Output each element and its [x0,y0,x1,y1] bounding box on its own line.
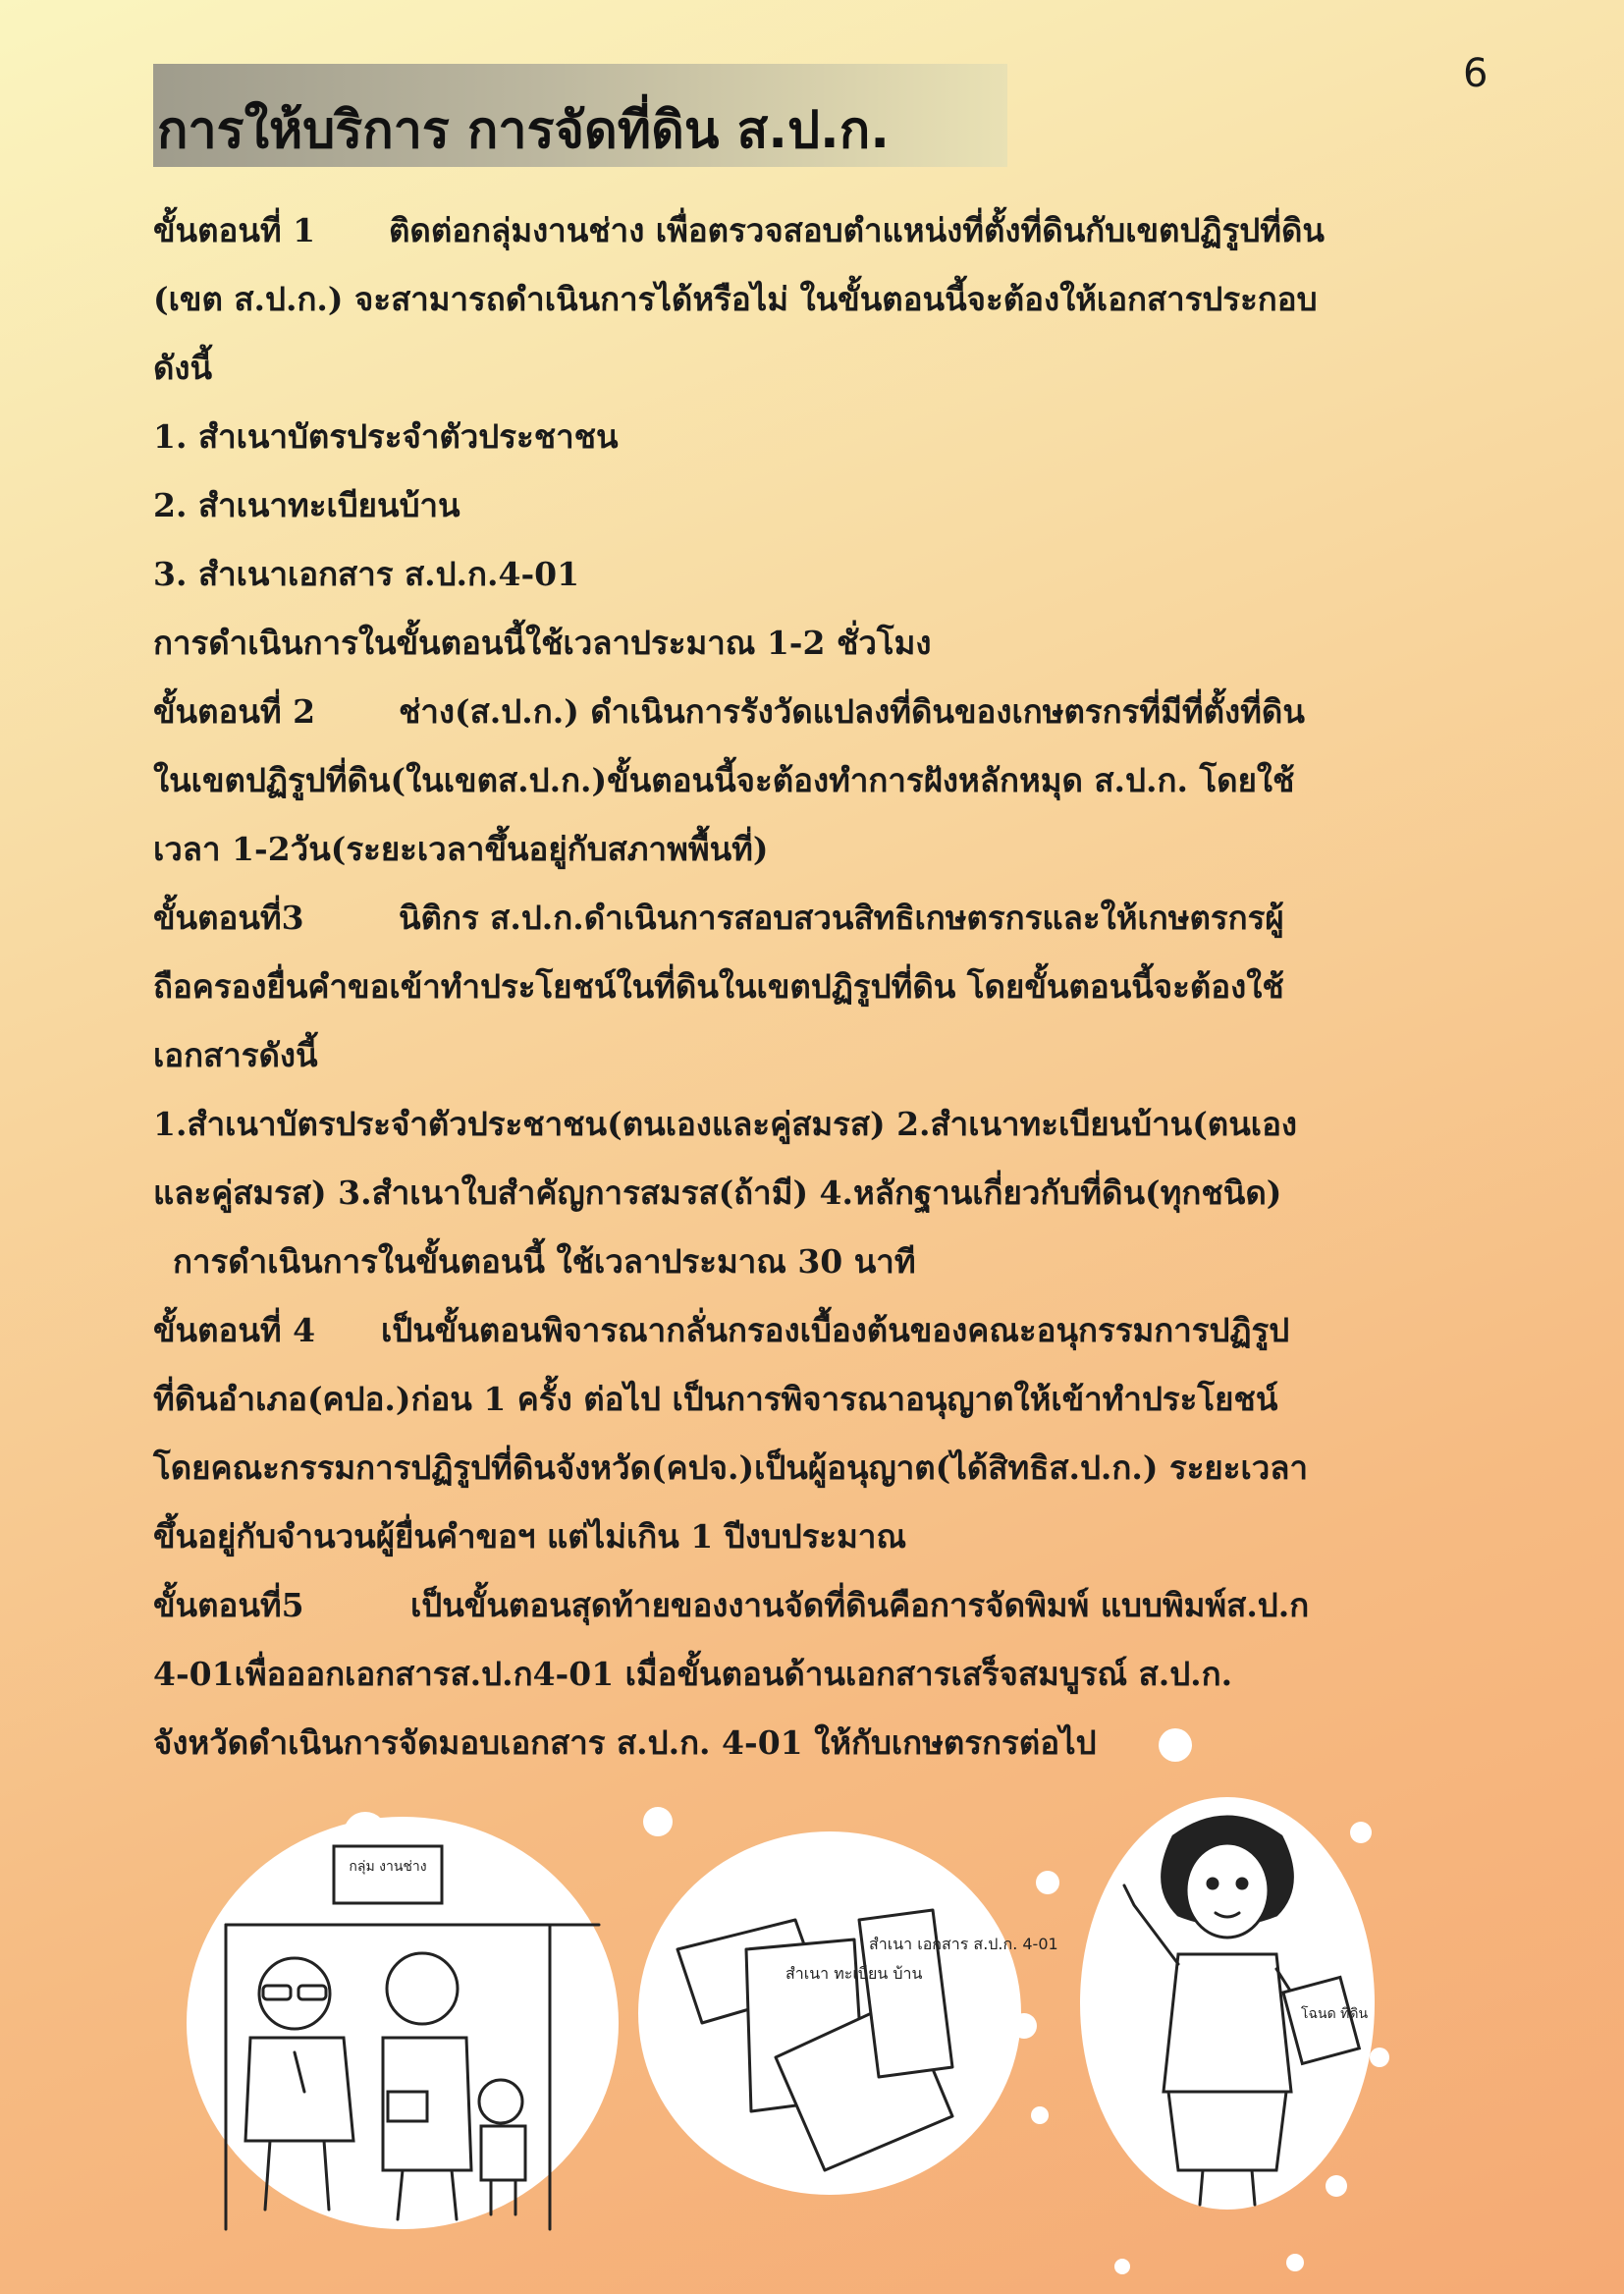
step4-line2: ที่ดินอำเภอ(คปอ.)ก่อน 1 ครั้ง ต่อไป เป็นการพิจารณาอนุญาตให้เข้าทำประโยชน์ [153,1380,1278,1418]
decor-bubble [1114,2259,1130,2274]
illustration-documents [638,1831,1058,2195]
office-sign-text: กลุ่ม งานช่าง [349,1859,427,1875]
step4-line3: โดยคณะกรรมการปฏิรูปที่ดินจังหวัด(คปจ.)เป็นผู้อนุญาต(ได้สิทธิส.ป.ก.) ระยะเวลา [153,1448,1309,1487]
documents-drawing [638,1831,1058,2195]
decor-bubble [1286,2254,1304,2271]
step1-label: ขั้นตอนที่ 1 [153,211,316,249]
doc-land-label: โฉนด ที่ดิน [1301,2006,1369,2022]
step1-line3: ดังนี้ [153,349,213,387]
step3-docs1: 1.สำเนาบัตรประจำตัวประชาชน(ตนเองและคู่สมรส) 2.สำเนาทะเบียนบ้าน(ตนเอง [153,1105,1298,1143]
step3-line2: ถือครองยื่นคำขอเข้าทำประโยชน์ในที่ดินในเขตปฏิรูปที่ดิน โดยขั้นตอนนี้จะต้องใช้ [153,967,1284,1006]
step2-line1: ขั้นตอนที่ 2 ช่าง(ส.ป.ก.) ดำเนินการรังวัดแปลงที่ดินของเกษตรกรที่มีที่ตั้งที่ดิน [153,678,1547,746]
step5-line2: 4-01เพื่อออกเอกสารส.ป.ก4-01 เมื่อขั้นตอนด้านเอกสารเสร็จสมบูรณ์ ส.ป.ก. [153,1655,1233,1693]
step3-label: ขั้นตอนที่3 [153,899,304,937]
step1-item-1: 1. สำเนาบัตรประจำตัวประชาชน [153,417,619,456]
step4-line1: ขั้นตอนที่ 4 เป็นขั้นตอนพิจารณากลั่นกรองเบื้องต้นของคณะอนุกรรมการปฏิรูป [153,1296,1547,1365]
officer-drawing [1080,1797,1375,2210]
body-text [153,196,1547,1777]
step1-item-3: 3. สำเนาเอกสาร ส.ป.ก.4-01 [153,555,580,593]
step1-time: การดำเนินการในขั้นตอนนี้ใช้เวลาประมาณ 1-2 ชั่วโมง [153,624,932,662]
page-title: การให้บริการ การจัดที่ดิน ส.ป.ก. [157,101,890,160]
step2-line2: ในเขตปฏิรูปที่ดิน(ในเขตส.ป.ก.)ขั้นตอนนี้จะต้องทำการฝังหลักหมุด ส.ป.ก. โดยใช้ [153,761,1295,799]
doc-house-label: สำเนา ทะเบียน บ้าน [785,1964,923,1983]
illustration-office [187,1817,619,2229]
step1-line2: (เขต ส.ป.ก.) จะสามารถดำเนินการได้หรือไม่ ในขั้นตอนนี้จะต้องให้เอกสารประกอบ [153,280,1318,318]
step5-line3: จังหวัดดำเนินการจัดมอบเอกสาร ส.ป.ก. 4-01 ให้กับเกษตรกรต่อไป [153,1723,1097,1762]
doc-spk-label: สำเนา เอกสาร ส.ป.ก. 4-01 [869,1935,1058,1953]
decor-bubble [1036,1871,1059,1894]
step4-label: ขั้นตอนที่ 4 [153,1311,316,1349]
step5-label: ขั้นตอนที่5 [153,1586,304,1624]
step3-docs2: และคู่สมรส) 3.สำเนาใบสำคัญการสมรส(ถ้ามี) 4.หลักฐานเกี่ยวกับที่ดิน(ทุกชนิด) [153,1174,1282,1212]
step3-line1: ขั้นตอนที่3 นิติกร ส.ป.ก.ดำเนินการสอบสวนสิทธิเกษตรกรและให้เกษตรกรผู้ [153,884,1547,953]
step1-item-2: 2. สำเนาทะเบียนบ้าน [153,486,460,524]
decor-bubble [1159,1728,1192,1762]
step2-line3: เวลา 1-2วัน(ระยะเวลาขึ้นอยู่กับสภาพพื้นที่) [153,830,769,868]
office-drawing [187,1817,619,2229]
step5-line1: ขั้นตอนที่5 เป็นขั้นตอนสุดท้ายของงานจัดที่ดินคือการจัดพิมพ์ แบบพิมพ์ส.ป.ก [153,1571,1547,1640]
step3-line3: เอกสารดังนี้ [153,1036,318,1074]
page-number: 6 [1463,51,1489,96]
illustration-officer [1080,1797,1375,2210]
step1-line1: ขั้นตอนที่ 1 ติดต่อกลุ่มงานช่าง เพื่อตรวจสอบตำแหน่งที่ตั้งที่ดินกับเขตปฏิรูปที่ดิน [153,196,1547,265]
step3-time: การดำเนินการในขั้นตอนนี้ ใช้เวลาประมาณ 30 นาที [173,1242,916,1281]
step4-line4: ขึ้นอยู่กับจำนวนผู้ยื่นคำขอฯ แต่ไม่เกิน 1 ปีงบประมาณ [153,1517,907,1556]
decor-bubble [1031,2106,1049,2124]
step2-label: ขั้นตอนที่ 2 [153,692,316,731]
